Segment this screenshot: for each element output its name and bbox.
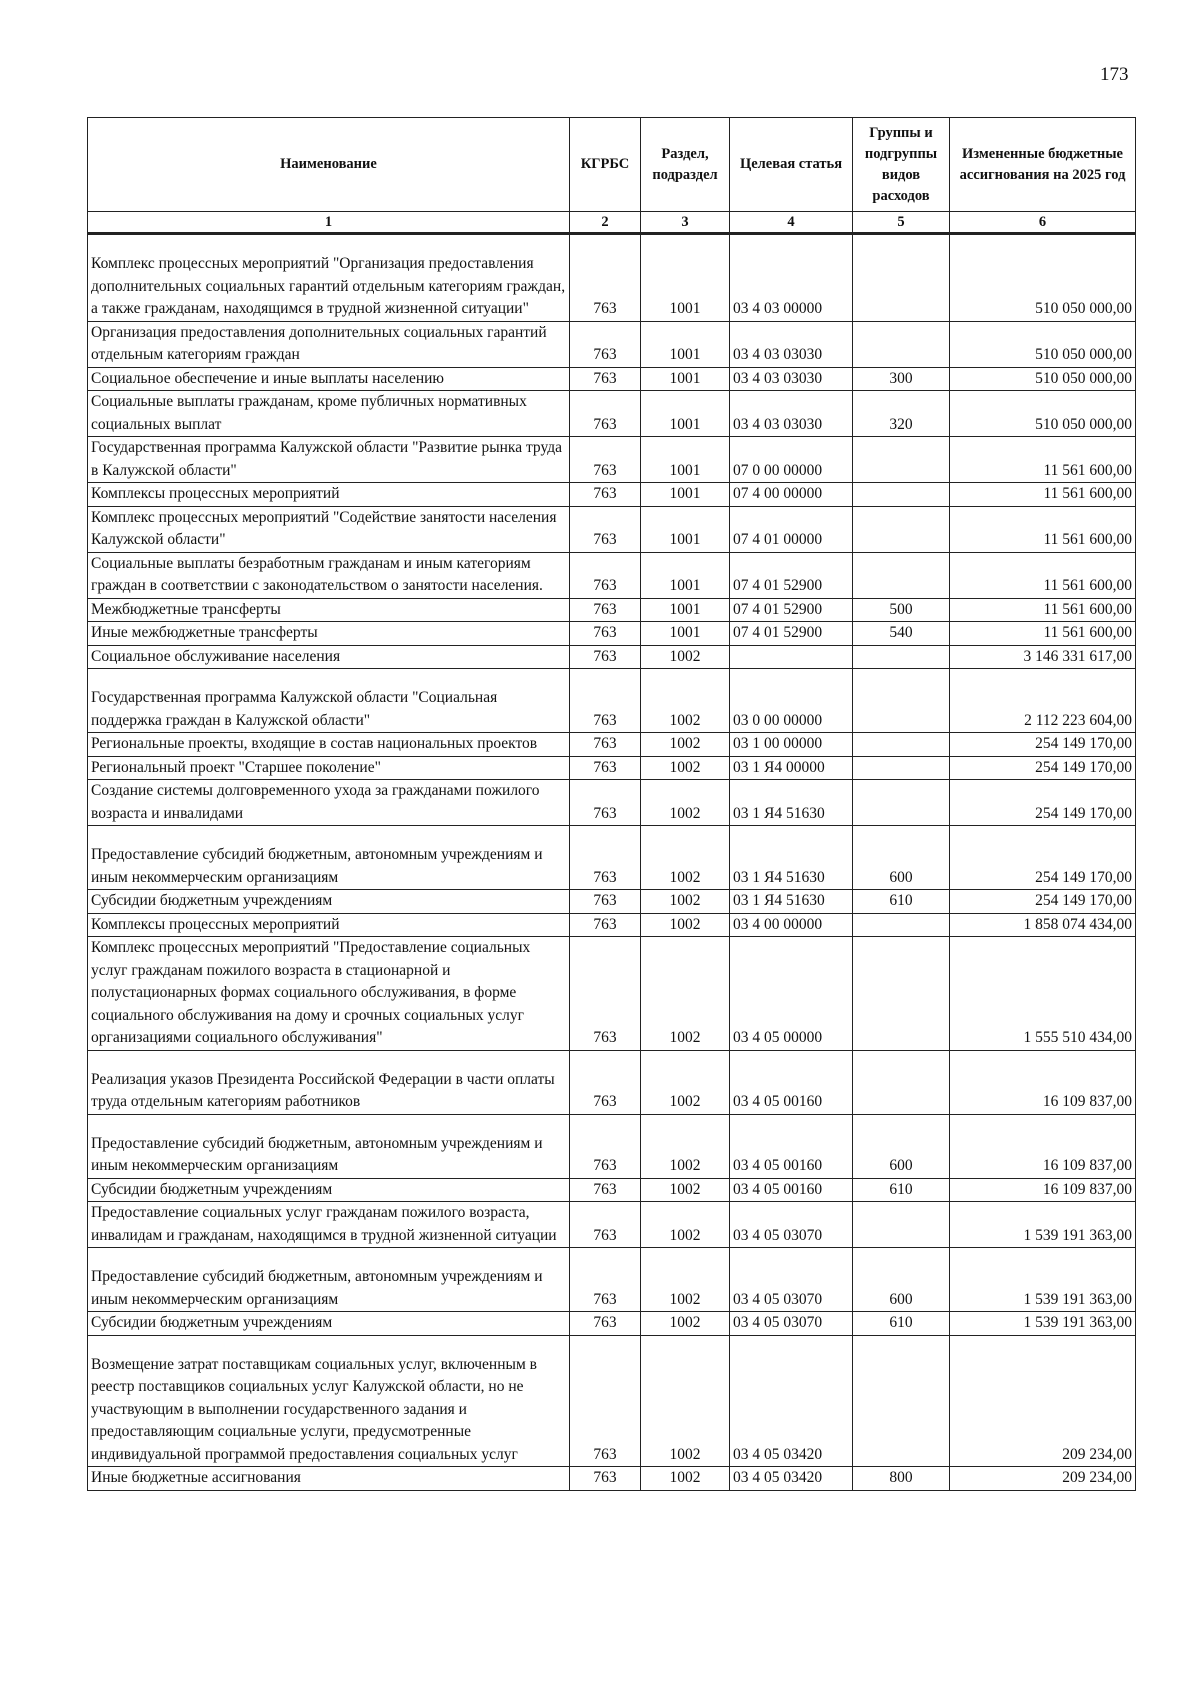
row-target-article: 03 4 03 03030 xyxy=(730,367,853,391)
row-expense-group: 600 xyxy=(853,1114,950,1178)
row-razdel: 1001 xyxy=(641,321,730,367)
row-expense-group xyxy=(853,1335,950,1467)
row-name: Государственная программа Калужской области "Социальная поддержка граждан в Калужской области" xyxy=(88,669,570,733)
table-row xyxy=(88,826,1136,890)
row-amount: 209 234,00 xyxy=(950,1467,1136,1491)
table-row xyxy=(88,669,1136,733)
column-number: 6 xyxy=(950,212,1136,234)
row-kgrbs: 763 xyxy=(570,826,641,890)
row-razdel: 1001 xyxy=(641,391,730,437)
row-razdel: 1001 xyxy=(641,483,730,507)
row-razdel: 1002 xyxy=(641,1202,730,1248)
header-target: Целевая статья xyxy=(730,118,853,212)
row-amount: 3 146 331 617,00 xyxy=(950,645,1136,669)
row-name: Комплекс процессных мероприятий "Предоставление социальных услуг гражданам пожилого возраста в стационарной и полустационарных формах социального обслуживания, в форме социального обслуживания на дому и срочных социальных услуг организациями социального обслуживания" xyxy=(88,937,570,1051)
table-row xyxy=(88,1312,1136,1336)
row-target-article: 03 4 05 00160 xyxy=(730,1114,853,1178)
row-razdel: 1001 xyxy=(641,437,730,483)
row-expense-group: 610 xyxy=(853,1312,950,1336)
row-target-article: 03 4 05 00000 xyxy=(730,937,853,1051)
table-row xyxy=(88,437,1136,483)
table-row xyxy=(88,391,1136,437)
row-amount: 254 149 170,00 xyxy=(950,733,1136,757)
row-name: Возмещение затрат поставщикам социальных услуг, включенным в реестр поставщиков социальных услуг Калужской области, но не участвующим в выполнении государственного задания и предоставляющим социальные услуги, предусмотренные индивидуальной программой предоставления социальных услуг xyxy=(88,1335,570,1467)
table-row xyxy=(88,234,1136,322)
row-target-article: 03 4 05 03070 xyxy=(730,1202,853,1248)
row-amount: 209 234,00 xyxy=(950,1335,1136,1467)
row-razdel: 1001 xyxy=(641,234,730,322)
row-target-article: 03 4 05 03420 xyxy=(730,1335,853,1467)
row-target-article: 03 4 00 00000 xyxy=(730,913,853,937)
row-razdel: 1002 xyxy=(641,937,730,1051)
table-row xyxy=(88,937,1136,1051)
row-amount: 11 561 600,00 xyxy=(950,622,1136,646)
table-row xyxy=(88,483,1136,507)
row-target-article: 03 4 03 03030 xyxy=(730,321,853,367)
row-name: Иные межбюджетные трансферты xyxy=(88,622,570,646)
row-target-article: 07 4 01 52900 xyxy=(730,598,853,622)
row-target-article: 03 4 03 03030 xyxy=(730,391,853,437)
row-expense-group: 540 xyxy=(853,622,950,646)
row-expense-group xyxy=(853,669,950,733)
row-expense-group xyxy=(853,733,950,757)
row-kgrbs: 763 xyxy=(570,1467,641,1491)
row-name: Социальные выплаты гражданам, кроме публичных нормативных социальных выплат xyxy=(88,391,570,437)
row-expense-group xyxy=(853,645,950,669)
row-expense-group: 600 xyxy=(853,826,950,890)
row-kgrbs: 763 xyxy=(570,1178,641,1202)
row-amount: 11 561 600,00 xyxy=(950,552,1136,598)
table-row xyxy=(88,890,1136,914)
row-razdel: 1002 xyxy=(641,780,730,826)
row-name: Комплекс процессных мероприятий "Содействие занятости населения Калужской области" xyxy=(88,506,570,552)
table-row xyxy=(88,321,1136,367)
header-name: Наименование xyxy=(88,118,570,212)
row-name: Реализация указов Президента Российской Федерации в части оплаты труда отдельным категориям работников xyxy=(88,1050,570,1114)
row-expense-group xyxy=(853,506,950,552)
row-target-article: 03 4 05 00160 xyxy=(730,1178,853,1202)
row-razdel: 1002 xyxy=(641,733,730,757)
row-name: Межбюджетные трансферты xyxy=(88,598,570,622)
row-expense-group xyxy=(853,1202,950,1248)
row-target-article: 03 1 Я4 51630 xyxy=(730,826,853,890)
row-expense-group xyxy=(853,437,950,483)
row-expense-group xyxy=(853,1050,950,1114)
row-razdel: 1002 xyxy=(641,1050,730,1114)
row-amount: 11 561 600,00 xyxy=(950,506,1136,552)
row-expense-group: 500 xyxy=(853,598,950,622)
row-expense-group: 610 xyxy=(853,1178,950,1202)
row-target-article: 07 4 01 52900 xyxy=(730,622,853,646)
row-razdel: 1001 xyxy=(641,598,730,622)
row-amount: 510 050 000,00 xyxy=(950,367,1136,391)
table-row xyxy=(88,552,1136,598)
row-expense-group xyxy=(853,321,950,367)
row-razdel: 1002 xyxy=(641,756,730,780)
row-expense-group: 300 xyxy=(853,367,950,391)
row-razdel: 1002 xyxy=(641,890,730,914)
table-row xyxy=(88,756,1136,780)
row-razdel: 1002 xyxy=(641,826,730,890)
row-name: Иные бюджетные ассигнования xyxy=(88,1467,570,1491)
row-razdel: 1002 xyxy=(641,913,730,937)
row-razdel: 1002 xyxy=(641,1467,730,1491)
row-kgrbs: 763 xyxy=(570,645,641,669)
row-amount: 254 149 170,00 xyxy=(950,890,1136,914)
column-number: 5 xyxy=(853,212,950,234)
row-expense-group xyxy=(853,913,950,937)
row-kgrbs: 763 xyxy=(570,913,641,937)
row-expense-group xyxy=(853,552,950,598)
page-number: 173 xyxy=(1100,64,1129,85)
row-amount: 254 149 170,00 xyxy=(950,826,1136,890)
row-expense-group xyxy=(853,756,950,780)
row-kgrbs: 763 xyxy=(570,234,641,322)
row-target-article: 03 0 00 00000 xyxy=(730,669,853,733)
row-kgrbs: 763 xyxy=(570,1335,641,1467)
row-name: Субсидии бюджетным учреждениям xyxy=(88,1312,570,1336)
row-target-article: 03 4 05 03420 xyxy=(730,1467,853,1491)
row-kgrbs: 763 xyxy=(570,367,641,391)
table-row xyxy=(88,1248,1136,1312)
row-name: Комплекс процессных мероприятий "Организация предоставления дополнительных социальных гарантий отдельным категориям граждан, а также гражданам, находящимся в трудной жизненной ситуации" xyxy=(88,234,570,322)
table-row xyxy=(88,506,1136,552)
row-name: Комплексы процессных мероприятий xyxy=(88,483,570,507)
table-row xyxy=(88,1335,1136,1467)
column-number: 4 xyxy=(730,212,853,234)
row-kgrbs: 763 xyxy=(570,937,641,1051)
row-amount: 1 858 074 434,00 xyxy=(950,913,1136,937)
row-target-article: 07 4 00 00000 xyxy=(730,483,853,507)
row-expense-group: 320 xyxy=(853,391,950,437)
row-expense-group xyxy=(853,780,950,826)
row-kgrbs: 763 xyxy=(570,552,641,598)
table-row xyxy=(88,645,1136,669)
row-razdel: 1001 xyxy=(641,552,730,598)
row-name: Организация предоставления дополнительных социальных гарантий отдельным категориям граждан xyxy=(88,321,570,367)
row-target-article: 03 1 Я4 00000 xyxy=(730,756,853,780)
header-razdel: Раздел, подраздел xyxy=(641,118,730,212)
row-kgrbs: 763 xyxy=(570,321,641,367)
row-amount: 16 109 837,00 xyxy=(950,1050,1136,1114)
row-kgrbs: 763 xyxy=(570,669,641,733)
row-amount: 11 561 600,00 xyxy=(950,598,1136,622)
row-razdel: 1002 xyxy=(641,669,730,733)
row-target-article: 03 1 00 00000 xyxy=(730,733,853,757)
row-target-article: 03 4 05 03070 xyxy=(730,1248,853,1312)
row-target-article: 03 4 03 00000 xyxy=(730,234,853,322)
row-kgrbs: 763 xyxy=(570,598,641,622)
row-name: Создание системы долговременного ухода за гражданами пожилого возраста и инвалидами xyxy=(88,780,570,826)
row-target-article: 03 4 05 00160 xyxy=(730,1050,853,1114)
row-razdel: 1002 xyxy=(641,1178,730,1202)
header-group: Группы и подгруппы видов расходов xyxy=(853,118,950,212)
row-expense-group: 610 xyxy=(853,890,950,914)
header-kgrbs: КГРБС xyxy=(570,118,641,212)
row-razdel: 1002 xyxy=(641,1114,730,1178)
row-kgrbs: 763 xyxy=(570,1312,641,1336)
row-expense-group: 600 xyxy=(853,1248,950,1312)
row-name: Предоставление субсидий бюджетным, автономным учреждениям и иным некоммерческим организациям xyxy=(88,1248,570,1312)
row-amount: 16 109 837,00 xyxy=(950,1178,1136,1202)
row-target-article: 03 1 Я4 51630 xyxy=(730,780,853,826)
table-row xyxy=(88,1050,1136,1114)
row-kgrbs: 763 xyxy=(570,1248,641,1312)
table-row xyxy=(88,367,1136,391)
table-row xyxy=(88,780,1136,826)
budget-table xyxy=(87,117,1136,1491)
row-name: Субсидии бюджетным учреждениям xyxy=(88,1178,570,1202)
header-amount: Измененные бюджетные ассигнования на 2025 год xyxy=(950,118,1136,212)
row-razdel: 1002 xyxy=(641,1335,730,1467)
row-amount: 1 539 191 363,00 xyxy=(950,1312,1136,1336)
row-expense-group: 800 xyxy=(853,1467,950,1491)
row-razdel: 1001 xyxy=(641,367,730,391)
table-body xyxy=(88,234,1136,1491)
table-row xyxy=(88,1202,1136,1248)
row-amount: 1 555 510 434,00 xyxy=(950,937,1136,1051)
column-number-row xyxy=(88,212,1136,234)
row-name: Субсидии бюджетным учреждениям xyxy=(88,890,570,914)
row-kgrbs: 763 xyxy=(570,622,641,646)
row-name: Предоставление социальных услуг гражданам пожилого возраста, инвалидам и гражданам, находящимся в трудной жизненной ситуации xyxy=(88,1202,570,1248)
table-row xyxy=(88,1178,1136,1202)
row-target-article xyxy=(730,645,853,669)
row-name: Социальное обеспечение и иные выплаты населению xyxy=(88,367,570,391)
column-number: 3 xyxy=(641,212,730,234)
row-name: Комплексы процессных мероприятий xyxy=(88,913,570,937)
row-target-article: 07 0 00 00000 xyxy=(730,437,853,483)
row-razdel: 1002 xyxy=(641,645,730,669)
column-number: 1 xyxy=(88,212,570,234)
row-kgrbs: 763 xyxy=(570,1202,641,1248)
row-amount: 1 539 191 363,00 xyxy=(950,1202,1136,1248)
row-razdel: 1002 xyxy=(641,1248,730,1312)
row-kgrbs: 763 xyxy=(570,756,641,780)
row-amount: 1 539 191 363,00 xyxy=(950,1248,1136,1312)
row-expense-group xyxy=(853,234,950,322)
row-razdel: 1002 xyxy=(641,1312,730,1336)
row-amount: 510 050 000,00 xyxy=(950,321,1136,367)
table-header-row xyxy=(88,118,1136,212)
row-razdel: 1001 xyxy=(641,506,730,552)
row-expense-group xyxy=(853,937,950,1051)
row-target-article: 07 4 01 52900 xyxy=(730,552,853,598)
row-name: Государственная программа Калужской области "Развитие рынка труда в Калужской области" xyxy=(88,437,570,483)
row-amount: 16 109 837,00 xyxy=(950,1114,1136,1178)
row-name: Региональные проекты, входящие в состав национальных проектов xyxy=(88,733,570,757)
row-kgrbs: 763 xyxy=(570,733,641,757)
row-razdel: 1001 xyxy=(641,622,730,646)
row-name: Предоставление субсидий бюджетным, автономным учреждениям и иным некоммерческим организациям xyxy=(88,1114,570,1178)
table-row xyxy=(88,622,1136,646)
row-amount: 2 112 223 604,00 xyxy=(950,669,1136,733)
row-kgrbs: 763 xyxy=(570,506,641,552)
row-kgrbs: 763 xyxy=(570,391,641,437)
row-amount: 510 050 000,00 xyxy=(950,391,1136,437)
table-row xyxy=(88,1114,1136,1178)
row-target-article: 07 4 01 00000 xyxy=(730,506,853,552)
row-amount: 11 561 600,00 xyxy=(950,437,1136,483)
row-name: Региональный проект "Старшее поколение" xyxy=(88,756,570,780)
row-amount: 11 561 600,00 xyxy=(950,483,1136,507)
row-expense-group xyxy=(853,483,950,507)
row-kgrbs: 763 xyxy=(570,780,641,826)
row-kgrbs: 763 xyxy=(570,437,641,483)
row-kgrbs: 763 xyxy=(570,483,641,507)
row-amount: 254 149 170,00 xyxy=(950,780,1136,826)
row-kgrbs: 763 xyxy=(570,890,641,914)
row-name: Предоставление субсидий бюджетным, автономным учреждениям и иным некоммерческим организациям xyxy=(88,826,570,890)
row-kgrbs: 763 xyxy=(570,1050,641,1114)
column-number: 2 xyxy=(570,212,641,234)
table-row xyxy=(88,598,1136,622)
row-kgrbs: 763 xyxy=(570,1114,641,1178)
row-amount: 254 149 170,00 xyxy=(950,756,1136,780)
row-amount: 510 050 000,00 xyxy=(950,234,1136,322)
table-row xyxy=(88,733,1136,757)
row-target-article: 03 1 Я4 51630 xyxy=(730,890,853,914)
row-target-article: 03 4 05 03070 xyxy=(730,1312,853,1336)
row-name: Социальное обслуживание населения xyxy=(88,645,570,669)
row-name: Социальные выплаты безработным гражданам и иным категориям граждан в соответствии с законодательством о занятости населения. xyxy=(88,552,570,598)
table-row xyxy=(88,1467,1136,1491)
table-row xyxy=(88,913,1136,937)
